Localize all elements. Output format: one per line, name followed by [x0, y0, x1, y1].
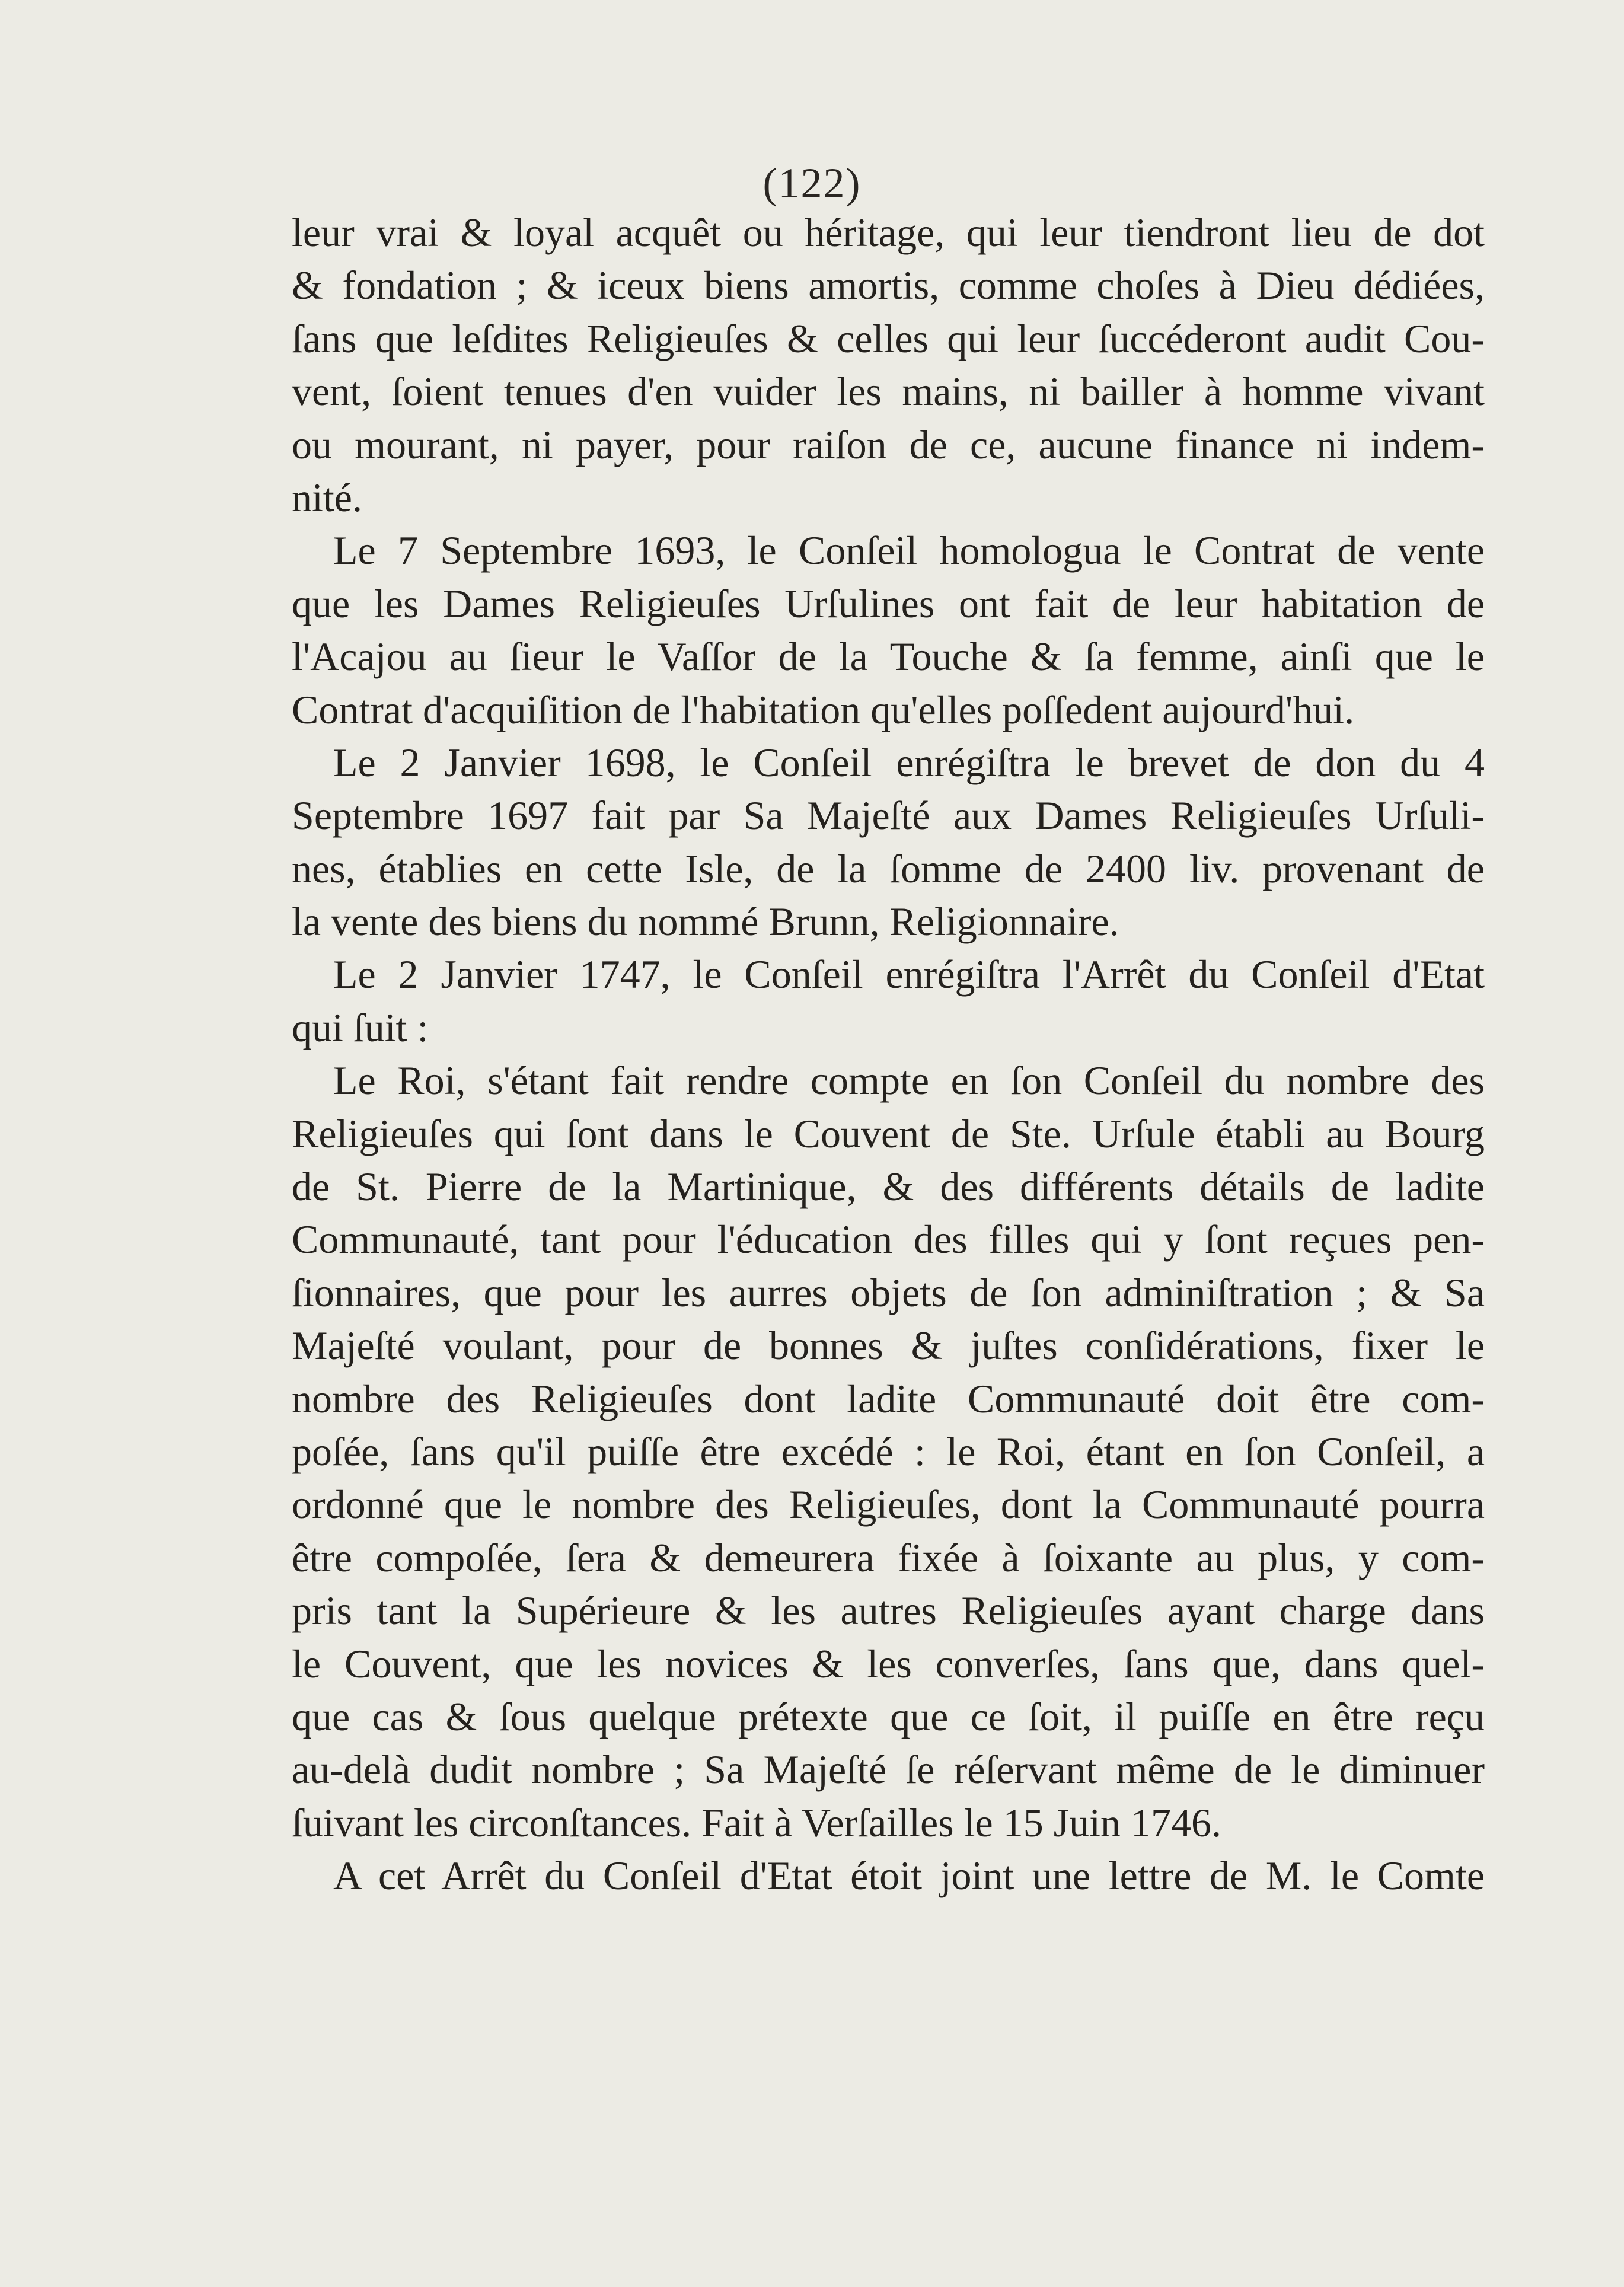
text-line: ou mourant, ni payer, pour raiſon de ce, aucune finance ni indem- — [292, 422, 1485, 467]
text-line: Communauté, tant pour l'éducation des filles qui y ſont reçues pen- — [292, 1217, 1485, 1262]
text-line: le Couvent, que les novices & les converſes, ſans que, dans quel- — [292, 1641, 1485, 1686]
page-number: (122) — [762, 160, 862, 207]
text-line: pris tant la Supérieure & les autres Religieuſes ayant charge dans — [292, 1588, 1485, 1634]
text-line: Le 7 Septembre 1693, le Conſeil homologua le Contrat de vente — [333, 528, 1485, 573]
text-line: A cet Arrêt du Conſeil d'Etat étoit joint une lettre de M. le Comte — [333, 1853, 1485, 1899]
text-line: qui ſuit : — [292, 1004, 429, 1050]
text-line: Contrat d'acquiſition de l'habitation qu'elles poſſedent aujourd'hui. — [292, 687, 1355, 732]
text-line: au-delà dudit nombre ; Sa Majeſté ſe réſervant même de le diminuer — [292, 1747, 1485, 1792]
text-line: nité. — [292, 474, 362, 520]
text-line: ordonné que le nombre des Religieuſes, dont la Communauté pourra — [292, 1482, 1485, 1527]
text-line: Le 2 Janvier 1747, le Conſeil enrégiſtra l'Arrêt du Conſeil d'Etat — [333, 952, 1485, 997]
text-line: que cas & ſous quelque prétexte que ce ſoit, il puiſſe en être reçu — [292, 1693, 1485, 1739]
text-line: l'Acajou au ſieur le Vaſſor de la Touche & ſa femme, ainſi que le — [292, 634, 1485, 680]
text-line: de St. Pierre de la Martinique, & des différents détails de ladite — [292, 1164, 1485, 1210]
text-line: Septembre 1697 fait par Sa Majeſté aux Dames Religieuſes Urſuli- — [292, 793, 1485, 838]
text-line: nombre des Religieuſes dont ladite Communauté doit être com- — [292, 1376, 1485, 1421]
text-line: être compoſée, ſera & demeurera fixée à ſoixante au plus, y com- — [292, 1535, 1485, 1580]
text-line: ſuivant les circonſtances. Fait à Verſailles le 15 Juin 1746. — [292, 1800, 1222, 1845]
text-line: ſionnaires, que pour les aurres objets de ſon adminiſtration ; & Sa — [292, 1270, 1485, 1315]
text-line: Le Roi, s'étant fait rendre compte en ſon Conſeil du nombre des — [333, 1058, 1485, 1103]
text-line: Religieuſes qui ſont dans le Couvent de Ste. Urſule établi au Bourg — [292, 1111, 1485, 1156]
text-line: leur vrai & loyal acquêt ou héritage, qui leur tiendront lieu de dot — [292, 210, 1485, 255]
text-line: vent, ſoient tenues d'en vuider les mains, ni bailler à homme vivant — [292, 369, 1485, 414]
text-line: & fondation ; & iceux biens amortis, comme choſes à Dieu dédiées, — [292, 263, 1485, 308]
text-line: que les Dames Religieuſes Urſulines ont fait de leur habitation de — [292, 580, 1485, 626]
text-line: poſée, ſans qu'il puiſſe être excédé : le Roi, étant en ſon Conſeil, a — [292, 1428, 1485, 1474]
text-line: ſans que leſdites Religieuſes & celles qui leur ſuccéderont audit Cou- — [292, 315, 1485, 361]
body-text — [292, 206, 1485, 1903]
text-line: la vente des biens du nommé Brunn, Religionnaire. — [292, 899, 1119, 945]
text-line: nes, établies en cette Isle, de la ſomme de 2400 liv. provenant de — [292, 846, 1485, 891]
text-line: Le 2 Janvier 1698, le Conſeil enrégiſtra le brevet de don du 4 — [333, 739, 1485, 785]
text-line: Majeſté voulant, pour de bonnes & juſtes conſidérations, fixer le — [292, 1323, 1485, 1369]
